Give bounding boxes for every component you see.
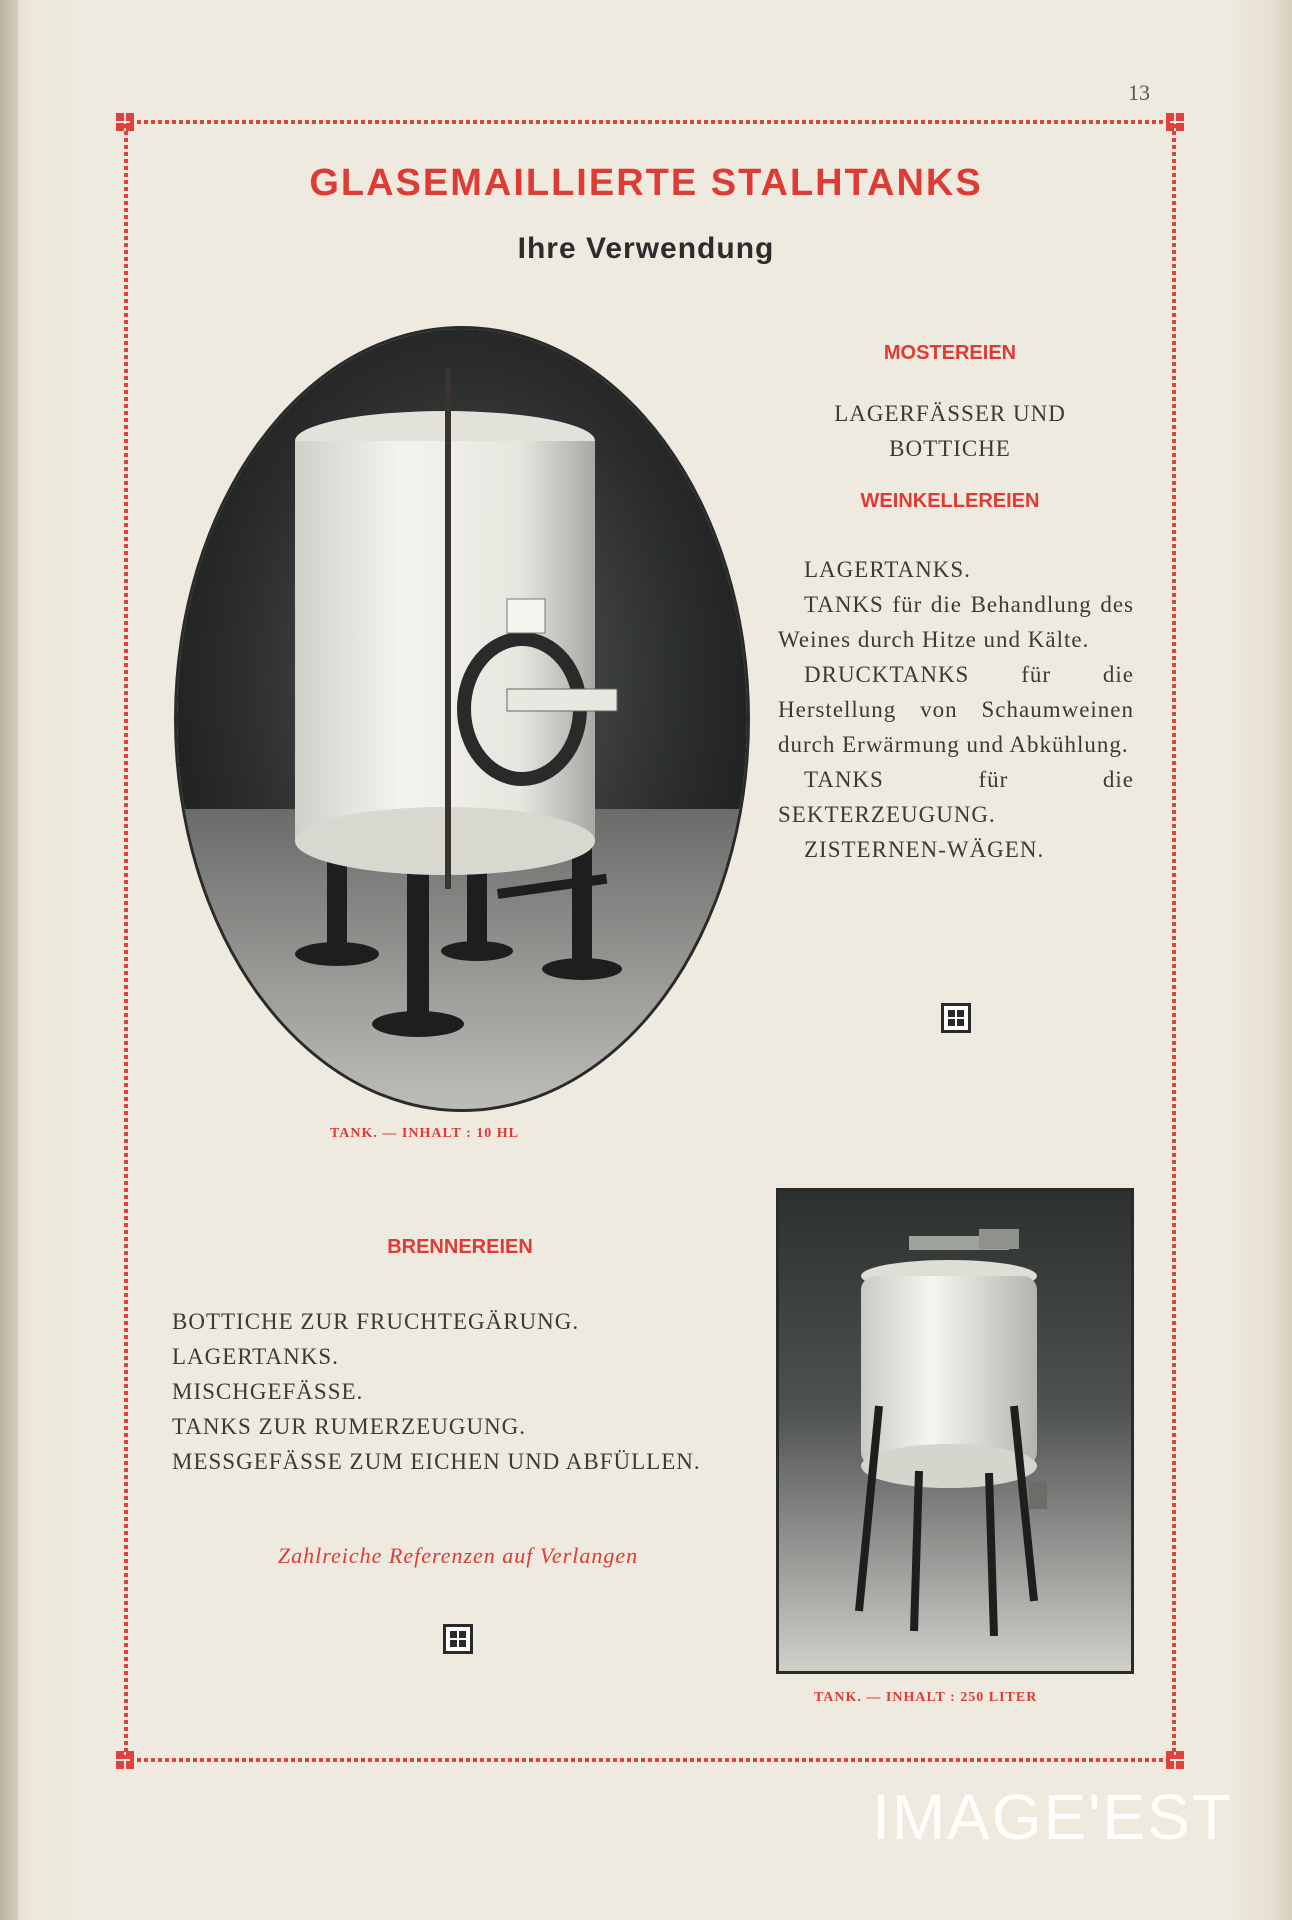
page-title: GLASEMAILLIERTE STALHTANKS (309, 162, 983, 204)
large-tank-photo (174, 326, 750, 1112)
border-bottom (130, 1758, 1172, 1762)
weinkellereien-text (778, 552, 1134, 867)
small-tank-illustration (779, 1191, 1131, 1671)
mostereien-line: LAGERFÄSSER UND (834, 401, 1066, 426)
brennereien-paragraph: TANKS ZUR RUMERZEUGUNG. (172, 1414, 527, 1439)
brennereien-paragraph: LAGERTANKS. (172, 1344, 339, 1369)
small-tank-caption: TANK. — INHALT : 250 LITER (814, 1690, 1038, 1705)
brennereien-paragraph: MESSGEFÄSSE ZUM EICHEN UND ABFÜLLEN. (172, 1449, 701, 1474)
book-spine (0, 0, 18, 1920)
border-right (1172, 124, 1176, 1762)
small-tank-photo (776, 1188, 1134, 1674)
weinkellereien-paragraph: DRUCKTANKS für die Herstellung von Schaumweinen durch Erwärmung und Abkühlung. (778, 662, 1134, 757)
brennereien-paragraph: BOTTICHE ZUR FRUCHTEGÄRUNG. (172, 1309, 580, 1334)
heading-weinkellereien: WEINKELLEREIEN (860, 490, 1040, 512)
weinkellereien-paragraph: TANKS für die SEKTERZEUGUNG. (778, 767, 1134, 827)
large-tank-caption: TANK. — INHALT : 10 HL (330, 1126, 519, 1141)
ornament-square-icon (443, 1624, 473, 1654)
mostereien-line: BOTTICHE (889, 436, 1011, 461)
border-left (124, 124, 128, 1762)
page-subtitle: Ihre Verwendung (517, 232, 775, 265)
watermark: IMAGE'EST (872, 1781, 1233, 1853)
ornament-square-icon (941, 1003, 971, 1033)
brennereien-paragraph: MISCHGEFÄSSE. (172, 1379, 364, 1404)
corner-ornament-bottom-right (1166, 1751, 1184, 1769)
corner-ornament-top-left (116, 113, 134, 131)
heading-mostereien: MOSTEREIEN (883, 342, 1017, 364)
brennereien-text (172, 1304, 744, 1479)
weinkellereien-paragraph: ZISTERNEN-WÄGEN. (804, 837, 1045, 862)
mostereien-text (760, 396, 1140, 466)
weinkellereien-paragraph: LAGERTANKS. (804, 557, 971, 582)
large-tank-illustration (177, 329, 747, 1109)
corner-ornament-bottom-left (116, 1751, 134, 1769)
references-note: Zahlreiche Referenzen auf Verlangen (277, 1543, 639, 1568)
page-number: 13 (1128, 80, 1150, 105)
corner-ornament-top-right (1166, 113, 1184, 131)
weinkellereien-paragraph: TANKS für die Behandlung des Weines durch Hitze und Kälte. (778, 592, 1134, 652)
border-top (130, 120, 1172, 124)
heading-brennereien: BRENNEREIEN (387, 1236, 533, 1258)
